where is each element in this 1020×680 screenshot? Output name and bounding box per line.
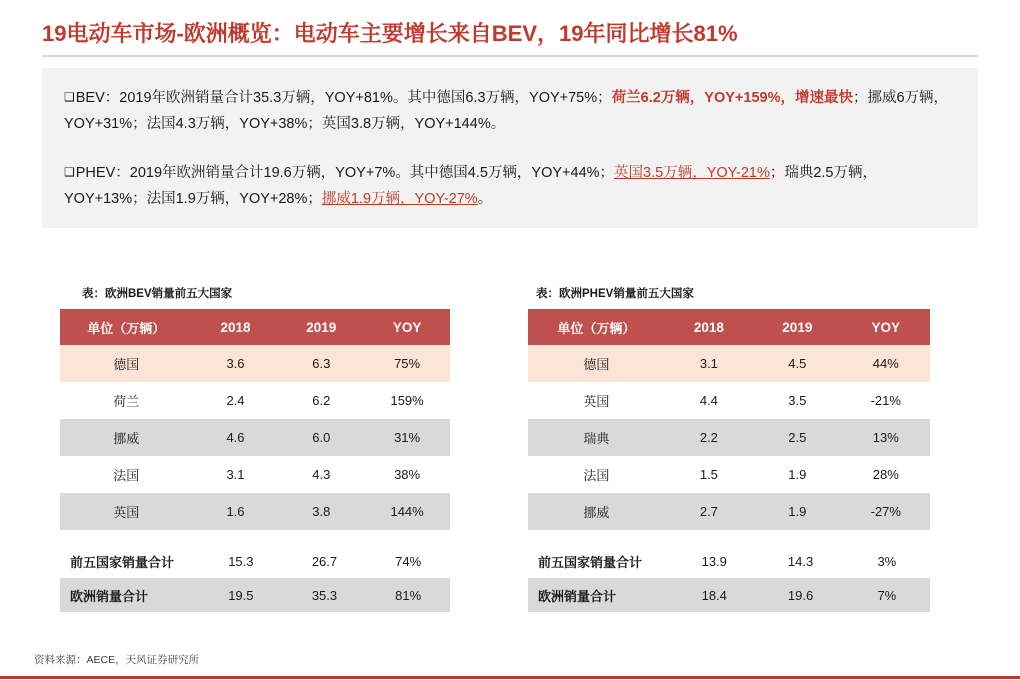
cell-2018: 2.4 <box>193 382 279 419</box>
cell-2019: 4.3 <box>278 456 364 493</box>
totals-2018: 15.3 <box>199 544 283 578</box>
cell-yoy: 44% <box>842 345 930 382</box>
totals-2019: 26.7 <box>283 544 367 578</box>
totals-yoy: 3% <box>844 544 930 578</box>
row-label: 挪威 <box>528 493 665 530</box>
table-row <box>528 382 930 419</box>
cell-yoy: 13% <box>842 419 930 456</box>
totals-2018: 13.9 <box>671 544 757 578</box>
header-yoy: YOY <box>364 309 450 345</box>
cell-yoy: -27% <box>842 493 930 530</box>
cell-2019: 3.8 <box>278 493 364 530</box>
row-label: 德国 <box>60 345 193 382</box>
phev-highlight-2: 挪威1.9万辆，YOY-27% <box>321 191 478 207</box>
cell-2018: 4.4 <box>665 382 753 419</box>
cell-yoy: 31% <box>364 419 450 456</box>
bev-totals-table <box>60 544 450 612</box>
phev-totals-table <box>528 544 930 612</box>
totals-2018: 19.5 <box>199 578 283 612</box>
phev-table <box>528 309 930 530</box>
table-row <box>60 382 450 419</box>
row-label: 法国 <box>528 456 665 493</box>
phev-highlight-1: 英国3.5万辆，YOY-21% <box>614 165 770 181</box>
cell-2018: 3.6 <box>193 345 279 382</box>
totals-row <box>60 544 450 578</box>
header-2018: 2018 <box>193 309 279 345</box>
header-unit: 单位（万辆） <box>60 309 193 345</box>
cell-2018: 2.2 <box>665 419 753 456</box>
bullet-square-icon: ❑ <box>64 165 75 179</box>
cell-2019: 6.2 <box>278 382 364 419</box>
cell-2018: 2.7 <box>665 493 753 530</box>
totals-yoy: 74% <box>366 544 450 578</box>
phev-text-2: ；瑞典2.5万辆，YOY+13%；法国1.9万辆，YOY+28%； <box>64 165 878 207</box>
header-unit: 单位（万辆） <box>528 309 665 345</box>
cell-2018: 1.5 <box>665 456 753 493</box>
cell-2019: 4.5 <box>753 345 841 382</box>
table-header-row <box>528 309 930 345</box>
totals-label: 前五国家销量合计 <box>60 544 199 578</box>
bev-text-1: BEV：2019年欧洲销量合计35.3万辆，YOY+81%。其中德国6.3万辆，YOY+75%； <box>75 90 612 106</box>
bev-table <box>60 309 450 530</box>
phev-table-block <box>528 285 930 612</box>
bev-table-block <box>60 285 450 612</box>
totals-yoy: 7% <box>844 578 930 612</box>
row-label: 德国 <box>528 345 665 382</box>
row-label: 荷兰 <box>60 382 193 419</box>
cell-2018: 4.6 <box>193 419 279 456</box>
totals-2018: 18.4 <box>671 578 757 612</box>
totals-2019: 19.6 <box>757 578 843 612</box>
totals-2019: 14.3 <box>757 544 843 578</box>
table-row <box>60 419 450 456</box>
totals-row <box>528 544 930 578</box>
table-row <box>60 456 450 493</box>
table-row <box>528 345 930 382</box>
cell-yoy: 144% <box>364 493 450 530</box>
row-label: 瑞典 <box>528 419 665 456</box>
cell-yoy: -21% <box>842 382 930 419</box>
totals-row <box>60 578 450 612</box>
title-divider <box>42 55 978 57</box>
phev-text-1: PHEV：2019年欧洲销量合计19.6万辆，YOY+7%。其中德国4.5万辆，YOY+44%； <box>75 165 615 181</box>
bev-paragraph <box>64 84 956 137</box>
cell-2019: 6.0 <box>278 419 364 456</box>
row-label: 英国 <box>60 493 193 530</box>
row-label: 挪威 <box>60 419 193 456</box>
table-header-row <box>60 309 450 345</box>
totals-yoy: 81% <box>366 578 450 612</box>
header-2019: 2019 <box>753 309 841 345</box>
cell-yoy: 159% <box>364 382 450 419</box>
row-label: 法国 <box>60 456 193 493</box>
cell-yoy: 28% <box>842 456 930 493</box>
cell-2019: 3.5 <box>753 382 841 419</box>
totals-2019: 35.3 <box>283 578 367 612</box>
phev-text-3: 。 <box>477 191 493 207</box>
table-row <box>528 493 930 530</box>
header-yoy: YOY <box>842 309 930 345</box>
totals-label: 前五国家销量合计 <box>528 544 671 578</box>
bev-table-caption: 表：欧洲BEV销量前五大国家 <box>82 288 233 300</box>
cell-2019: 6.3 <box>278 345 364 382</box>
phev-paragraph <box>64 159 956 212</box>
header-2018: 2018 <box>665 309 753 345</box>
phev-table-caption: 表：欧洲PHEV销量前五大国家 <box>536 288 694 300</box>
source-note: 资料来源：AECE，天风证券研究所 <box>34 654 200 666</box>
totals-label: 欧洲销量合计 <box>60 578 199 612</box>
cell-2019: 2.5 <box>753 419 841 456</box>
cell-yoy: 75% <box>364 345 450 382</box>
cell-2019: 1.9 <box>753 493 841 530</box>
cell-2018: 3.1 <box>193 456 279 493</box>
cell-2018: 1.6 <box>193 493 279 530</box>
table-row <box>60 345 450 382</box>
title-block <box>42 20 990 57</box>
page-title: 19电动车市场-欧洲概览：电动车主要增长来自BEV，19年同比增长81% <box>42 21 738 46</box>
cell-2018: 3.1 <box>665 345 753 382</box>
totals-row <box>528 578 930 612</box>
table-row <box>528 419 930 456</box>
bullet-square-icon: ❑ <box>64 90 75 104</box>
row-label: 英国 <box>528 382 665 419</box>
header-2019: 2019 <box>278 309 364 345</box>
cell-2019: 1.9 <box>753 456 841 493</box>
footer-accent-bar <box>0 676 1020 679</box>
totals-label: 欧洲销量合计 <box>528 578 671 612</box>
bev-text-2: ；挪威6万辆，YOY+31%；法国4.3万辆，YOY+38%；英国3.8万辆，YOY+144%。 <box>64 90 949 132</box>
table-row <box>528 456 930 493</box>
table-row <box>60 493 450 530</box>
bev-highlight: 荷兰6.2万辆，YOY+159%，增速最快 <box>611 90 853 106</box>
summary-box <box>42 68 978 228</box>
cell-yoy: 38% <box>364 456 450 493</box>
